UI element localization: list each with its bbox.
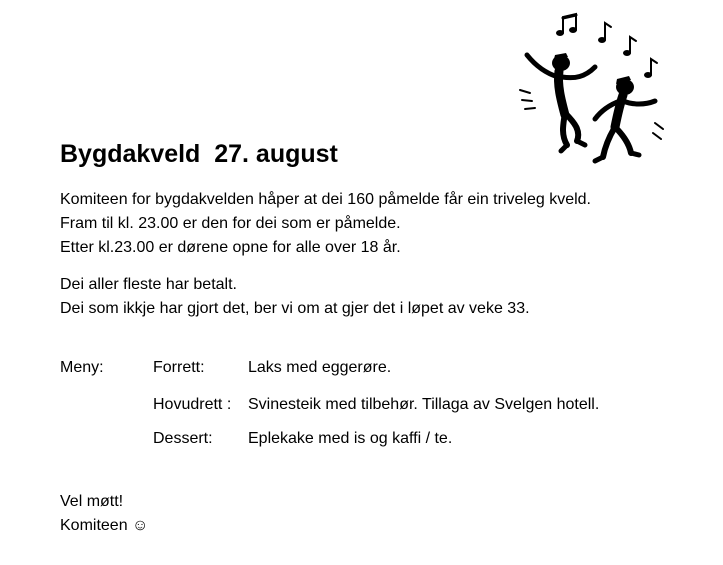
- payment-line: Dei aller fleste har betalt.: [60, 276, 237, 293]
- dancer-right-figure: [595, 76, 663, 161]
- course-dish: Eplekake med is og kaffi / te.: [248, 430, 453, 447]
- music-note-icon: [556, 14, 577, 36]
- course-dish: Laks med eggerøre.: [248, 359, 392, 376]
- course-dish: Svinesteik med tilbehør. Tillaga av Svelgen hotell.: [248, 396, 600, 413]
- course-name: Hovudrett :: [153, 396, 232, 413]
- payment-line: Dei som ikkje har gjort det, ber vi om at gjer det i løpet av veke 33.: [60, 300, 530, 317]
- closing-block: [60, 490, 148, 538]
- menu-label: Meny:: [60, 359, 104, 376]
- dancer-left-figure: [520, 53, 595, 151]
- intro-line: Fram til kl. 23.00 er den for dei som er påmelde.: [60, 215, 401, 232]
- intro-paragraph: [60, 188, 591, 260]
- closing-line: Komiteen ☺: [60, 517, 149, 534]
- closing-line: Vel møtt!: [60, 493, 124, 510]
- course-name: Forrett:: [153, 359, 205, 376]
- document-title: Bygdakveld 27. august: [60, 140, 338, 168]
- payment-paragraph: [60, 273, 530, 321]
- music-note-icon: [598, 23, 611, 43]
- intro-line: Etter kl.23.00 er dørene opne for alle over 18 år.: [60, 239, 401, 256]
- intro-line: Komiteen for bygdakvelden håper at dei 160 påmelde får ein triveleg kveld.: [60, 191, 591, 208]
- course-name: Dessert:: [153, 430, 213, 447]
- music-note-icon: [644, 59, 657, 78]
- music-note-icon: [623, 37, 636, 56]
- dancing-figures-icon: [505, 5, 680, 170]
